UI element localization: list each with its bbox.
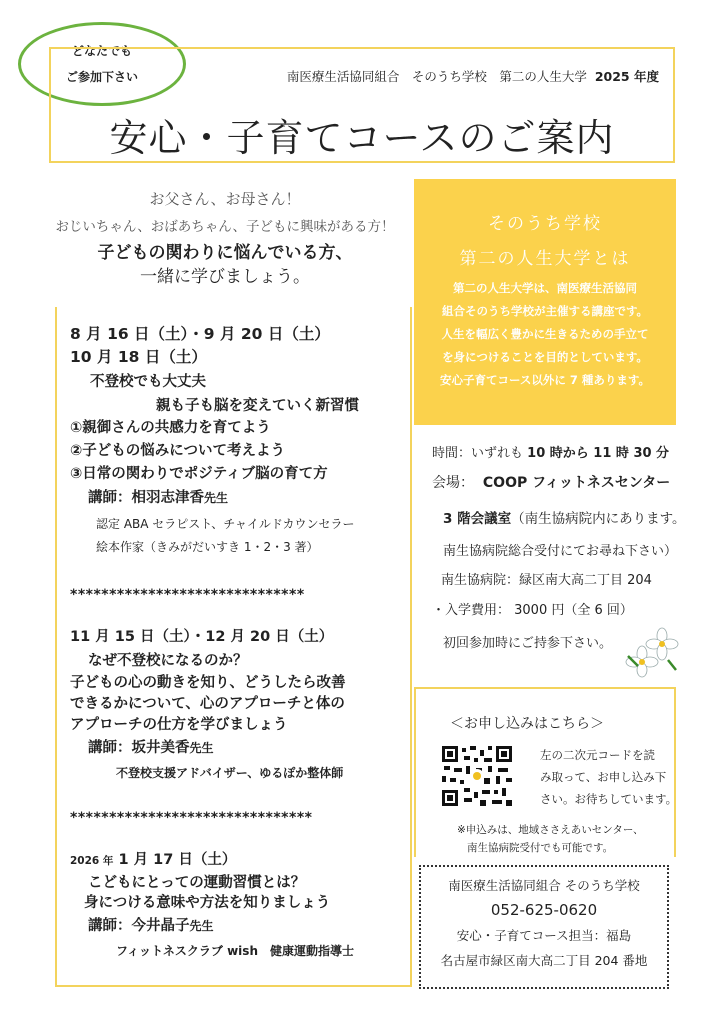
session2-lecturer-name: 講師：坂井美香 (88, 740, 190, 756)
session1-subtitle1: 不登校でも大丈夫 (90, 374, 206, 390)
session1-credential1: 認定 ABA セラピスト、チャイルドカウンセラー (96, 517, 355, 531)
fee-line: ・入学費用： 3000 円（全 6 回） (432, 603, 633, 618)
org-name: 南医療生活協同組合 そのうち学校 第二の人生大学 (286, 69, 587, 84)
contact-org: 南医療生活協同組合 そのうち学校 (448, 878, 640, 893)
session1-item1: ①親御さんの共感力を育てよう (70, 420, 271, 436)
apply-heading: ＜お申し込みはこちら＞ (450, 716, 604, 732)
venue-label: 会場： (432, 475, 474, 491)
about-box (414, 179, 676, 425)
badge-line2: ご参加下さい (65, 70, 138, 84)
reception-note: 南生協病院総合受付にてお尋ね下さい） (443, 544, 678, 559)
session1-subtitle2: 親も子も脳を変えていく新習慣 (156, 398, 359, 414)
session3-lecturer (88, 916, 214, 937)
qr-text2: み取って、お申し込み下 (540, 770, 667, 784)
session2-sensei: 先生 (189, 741, 214, 755)
session3-year: 2026 年 (70, 855, 114, 867)
contact-phone[interactable]: 052-625-0620 (490, 901, 598, 919)
session2-lecturer (88, 738, 214, 759)
about-title2: 第二の人生大学とは (459, 249, 631, 269)
intro-line1: お父さん、お母さん！ (149, 190, 301, 208)
time-label: 時間：いずれも (432, 446, 524, 461)
session3-sensei: 先生 (189, 919, 214, 933)
flower-icon (624, 626, 680, 678)
apply-note2: 南生協病院受付でも可能です。 (467, 842, 614, 854)
fiscal-year: 2025 年度 (594, 69, 659, 84)
qr-text1: 左の二次元コードを読 (540, 748, 655, 762)
apply-note1: ※申込みは、地域ささえあいセンター、 (457, 824, 644, 836)
about-line1: 第二の人生大学は、南医療生活協同 (453, 281, 637, 295)
session2-credential: 不登校支援アドバイザー、ゆるぽか整体師 (116, 766, 344, 780)
page-title: 安心・子育てコースのご案内 (109, 116, 615, 160)
session1-date2: 10 月 18 日（土） (70, 348, 207, 366)
qr-code[interactable] (440, 744, 514, 808)
intro-line4: 一緒に学びましょう。 (140, 267, 310, 287)
room: 3 階会議室 (443, 511, 512, 527)
about-title1: そのうち学校 (488, 214, 602, 234)
time-value: 10 時から 11 時 30 分 (527, 446, 670, 461)
session1-lecturer (88, 488, 228, 509)
organization-line (287, 67, 659, 85)
contact-staff: 安心・子育てコース担当：福島 (456, 928, 632, 943)
session2-desc3: アプローチの仕方を学びましょう (70, 717, 288, 733)
venue-line (432, 472, 670, 492)
session3-desc1: こどもにとっての運動習慣とは？ (88, 875, 306, 891)
header-frame (49, 47, 675, 163)
session3-date-line (70, 850, 236, 872)
session3-credential: フィットネスクラブ wish 健康運動指導士 (116, 944, 354, 958)
intro-line3: 子どもの関わりに悩んでいる方、 (97, 243, 353, 263)
divider-1: ****************************** (70, 587, 305, 603)
about-line4: を身につけることを目的としています。 (442, 350, 648, 364)
qr-text3: さい。お待ちしています。 (540, 792, 678, 806)
session1-credential2: 絵本作家（きみがだいすき 1・2・3 著） (96, 540, 319, 554)
intro-line2: おじいちゃん、おばあちゃん、子どもに興味がある方！ (55, 219, 395, 235)
about-line2: 組合そのうち学校が主催する講座です。 (441, 304, 649, 318)
session1-date1: 8 月 16 日（土）・9 月 20 日（土） (70, 325, 330, 343)
session1-item2: ②子どもの悩みについて考えよう (70, 443, 285, 459)
venue-value: COOP フィットネスセンター (482, 475, 671, 491)
room-line (443, 507, 686, 527)
session1-lecturer-name: 講師：相羽志津香 (88, 490, 204, 506)
divider-2: ******************************* (70, 810, 313, 826)
session2-date: 11 月 15 日（土）・12 月 20 日（土） (70, 629, 334, 645)
session3-lecturer-name: 講師：今井晶子 (88, 918, 190, 934)
about-line3: 人生を幅広く豊かに生きるための手立て (441, 327, 649, 341)
session3-date: 1 月 17 日（土） (118, 852, 237, 868)
contact-box (419, 865, 669, 989)
session1-item3: ③日常の関わりでポジティブ脳の育て方 (70, 466, 328, 482)
session1-sensei: 先生 (204, 491, 229, 505)
bring-note: 初回参加時にご持参下さい。 (443, 636, 613, 651)
session2-question: なぜ不登校になるのか？ (88, 653, 248, 669)
session3-desc2: 身につける意味や方法を知りましょう (84, 895, 331, 911)
hospital-address: 南生協病院：緑区南大高二丁目 204 (441, 573, 652, 588)
qr-instructions (540, 744, 677, 810)
contact-address: 名古屋市緑区南大高二丁目 204 番地 (440, 953, 648, 968)
room-note: （南生協病院内にあります。 (511, 511, 686, 527)
session2-desc1: 子どもの心の動きを知り、どうしたら改善 (70, 675, 346, 691)
time-line (432, 442, 669, 461)
about-line5: 安心子育てコース以外に 7 種あります。 (439, 373, 650, 387)
badge-line1: どなたでも (71, 44, 132, 58)
session2-desc2: できるかについて、心のアプローチと体の (70, 696, 345, 712)
